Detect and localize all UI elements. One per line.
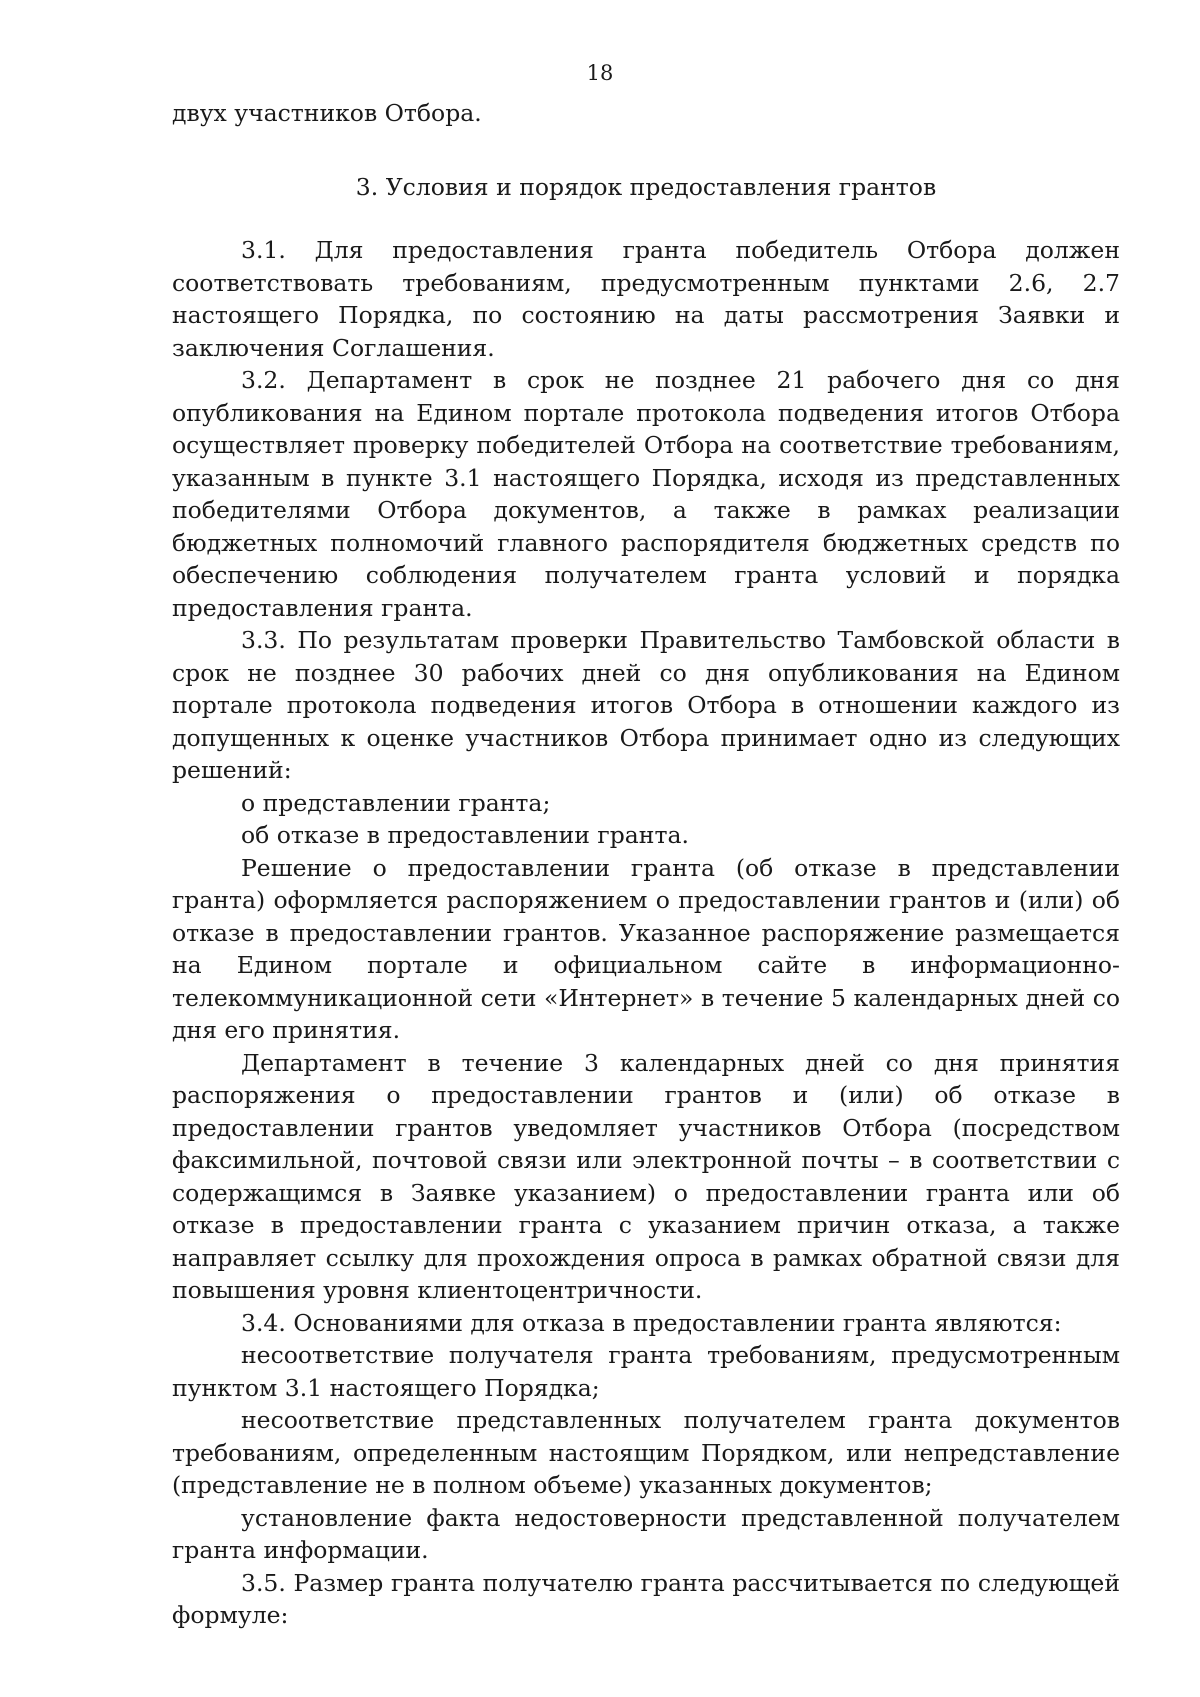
page-number: 18	[586, 61, 614, 85]
decision-option-grant: о представлении гранта;	[241, 788, 551, 817]
paragraph-decision-publication: Решение о предоставлении гранта (об отказе в представлении гранта) оформляется распоряжением о предоставлении грантов и (или) об отказе в предоставлении грантов. Указанное распоряжение размещается на Едином портале и официальном сайте в информационно-телекоммуникационной сети «Интернет» в течение 5 календарных дней со дня его принятия.	[172, 853, 1120, 1044]
refusal-reason-2: несоответствие представленных получателем гранта документов требованиям, определенным настоящим Порядком, или непредставление (представление не в полном объеме) указанных документов;	[172, 1406, 1120, 1499]
document-body	[172, 97, 1120, 1632]
paragraph-3-5: 3.5. Размер гранта получателю гранта рассчитывается по следующей формуле:	[172, 1568, 1120, 1629]
section-heading: 3. Условия и порядок предоставления грантов	[355, 172, 937, 201]
paragraph-3-2: 3.2. Департамент в срок не позднее 21 рабочего дня со дня опубликования на Едином портале протокола подведения итогов Отбора осуществляет проверку победителей Отбора на соответствие требованиям, указанным в пункте 3.1 настоящего Порядка, исходя из представленных победителями Отбора документов, а также в рамках реализации бюджетных полномочий главного распорядителя бюджетных средств по обеспечению соблюдения получателем гранта условий и порядка предоставления гранта.	[172, 366, 1120, 622]
decision-option-refusal: об отказе в предоставлении гранта.	[241, 821, 689, 849]
refusal-reason-3: установление факта недостоверности представленной получателем гранта информации.	[172, 1503, 1120, 1564]
paragraph-3-1: 3.1. Для предоставления гранта победитель Отбора должен соответствовать требованиям, предусмотренным пунктами 2.6, 2.7 настоящего Порядка, по состоянию на даты рассмотрения Заявки и заключения Соглашения.	[172, 236, 1120, 362]
refusal-reason-1: несоответствие получателя гранта требованиям, предусмотренным пунктом 3.1 настоящего Порядка;	[172, 1341, 1120, 1402]
paragraph-3-3: 3.3. По результатам проверки Правительство Тамбовской области в срок не позднее 30 рабочих дней со дня опубликования на Едином портале протокола подведения итогов Отбора в отношении каждого из допущенных к оценке участников Отбора принимает одно из следующих решений:	[172, 626, 1120, 784]
paragraph-department-notification: Департамент в течение 3 календарных дней со дня принятия распоряжения о предоставлении грантов и (или) об отказе в предоставлении грантов уведомляет участников Отбора (посредством факсимильной, почтовой связи или электронной почты – в соответствии с содержащимся в Заявке указанием) о предоставлении гранта или об отказе в предоставлении гранта с указанием причин отказа, а также направляет ссылку для прохождения опроса в рамках обратной связи для повышения уровня клиентоцентричности.	[172, 1048, 1120, 1304]
carry-over-line: двух участников Отбора.	[172, 99, 482, 127]
paragraph-3-4: 3.4. Основаниями для отказа в предоставлении гранта являются:	[241, 1308, 1062, 1337]
